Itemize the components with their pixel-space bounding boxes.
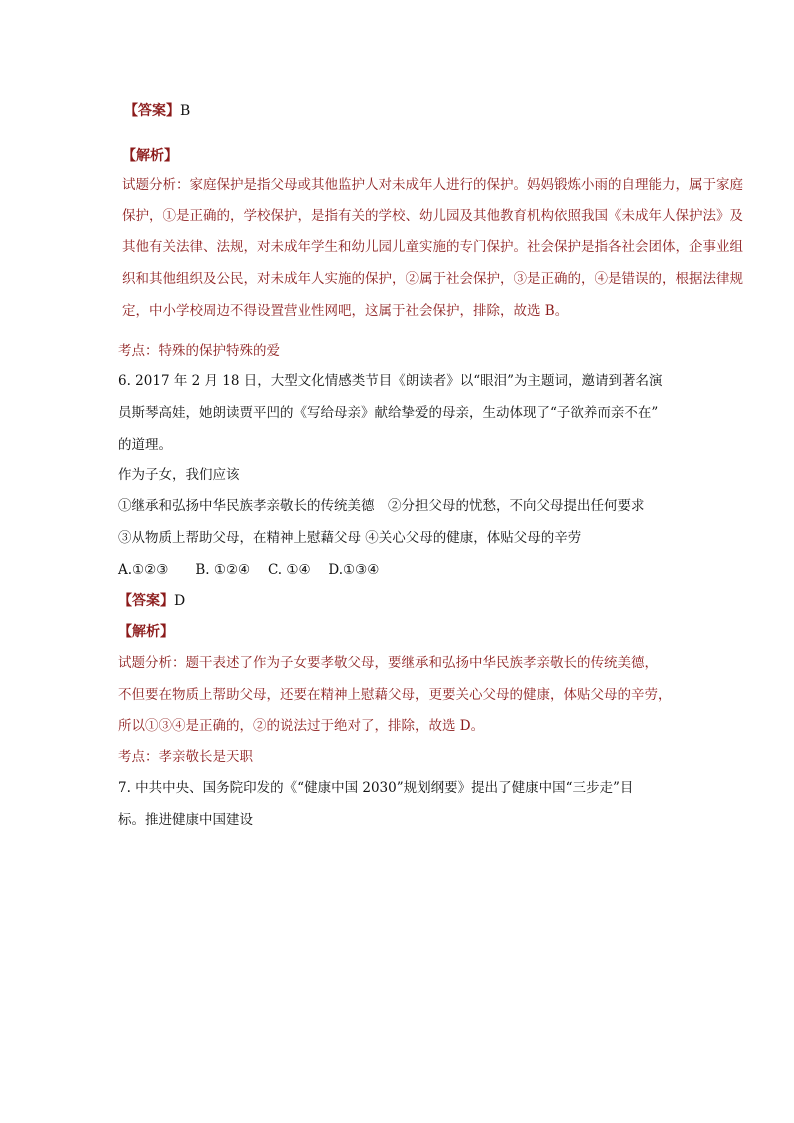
q6-answer-value: D	[174, 593, 186, 609]
q5-kaodian: 考点：特殊的保护特殊的爱	[118, 343, 280, 359]
q6-analysis-line-2: 不但要在物质上帮助父母，还要在精神上慰藉父母，更要关心父母的健康，体贴父母的辛劳，	[118, 687, 672, 703]
q6-analysis-label: 【解析】	[118, 624, 174, 640]
q6-kaodian: 考点：孝亲敬长是天职	[118, 749, 253, 765]
q6-analysis-line-3: 所以①③④是正确的，②的说法过于绝对了，排除，故选 D。	[118, 718, 485, 734]
q6-analysis-line-1: 试题分析：题干表述了作为子女要孝敬父母，要继承和弘扬中华民族孝亲敬长的传统美德，	[118, 655, 658, 671]
q5-analysis-line-2: 保护，①是正确的，学校保护，是指有关的学校、幼儿园及其他教育机构依照我国《未成年人保护法》及	[122, 208, 743, 224]
q5-analysis-line-1: 试题分析：家庭保护是指父母或其他监护人对未成年人进行的保护。妈妈锻炼小雨的自理能力，属于家庭	[122, 177, 743, 193]
q5-analysis-line-5: 定，中小学校周边不得设置营业性网吧，这属于社会保护，排除，故选 B。	[122, 303, 569, 319]
q5-answer-value: B	[180, 103, 191, 119]
q6-choices: A.①②③ B. ①②④ C. ①④ D.①③④	[118, 562, 380, 578]
q5-answer	[124, 102, 190, 120]
q5-analysis-label: 【解析】	[122, 148, 178, 164]
q6-stem-line-2: 员斯琴高娃，她朗读贾平凹的《写给母亲》献给挚爱的母亲，生动体现了“子欲养而亲不在”	[118, 405, 659, 421]
q6-answer-label: 【答案】	[118, 593, 174, 609]
q6-stem-line-3: 的道理。	[118, 437, 172, 453]
q6-options-line-2: ③从物质上帮助父母，在精神上慰藉父母 ④关心父母的健康，体贴父母的辛劳	[118, 530, 582, 546]
q6-stem-line-4: 作为子女，我们应该	[118, 467, 240, 483]
q7-stem-line-2: 标。推进健康中国建设	[118, 812, 253, 828]
q6-answer	[118, 592, 185, 610]
q6-options-line-1: ①继承和弘扬中华民族孝亲敬长的传统美德 ②分担父母的忧愁，不向父母提出任何要求	[118, 498, 645, 514]
q5-answer-label: 【答案】	[124, 103, 180, 119]
q7-stem-line-1: 7. 中共中央、国务院印发的《“健康中国 2030”规划纲要》提出了健康中国“三步走”目	[118, 780, 634, 796]
q5-analysis-line-3: 其他有关法律、法规，对未成年学生和幼儿园儿童实施的专门保护。社会保护是指各社会团体，企事业组	[122, 239, 743, 255]
q5-analysis-line-4: 织和其他组织及公民，对未成年人实施的保护，②属于社会保护，③是正确的，④是错误的，根据法律规	[122, 271, 743, 287]
q6-stem-line-1: 6. 2017 年 2 月 18 日，大型文化情感类节目《朗读者》以“眼泪”为主题词，邀请到著名演	[118, 373, 663, 389]
